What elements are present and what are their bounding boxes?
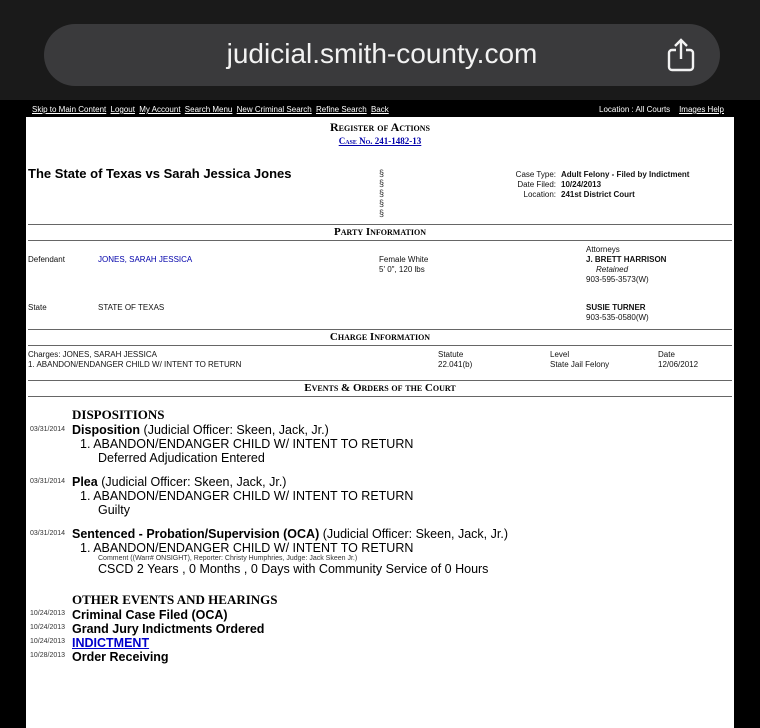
attorney-status: Retained [596,265,629,274]
dispositions-heading: DISPOSITIONS [72,407,165,422]
state-attorney-phone: 903-535-0580(W) [586,313,649,322]
event-charge: 1. ABANDON/ENDANGER CHILD W/ INTENT TO RETURN [80,437,414,451]
other-events-heading: OTHER EVENTS AND HEARINGS [72,592,278,607]
event-result: Guilty [98,503,130,517]
charges-label: Charges: JONES, SARAH JESSICA [28,350,157,359]
section-marks: § § § § § [379,168,385,218]
other-event-row: 10/24/2013 INDICTMENT [30,636,150,650]
nav-back[interactable]: Back [370,105,389,114]
defendant-name-link[interactable]: JONES, SARAH JESSICA [98,255,193,264]
browser-top-bar [0,0,760,100]
charge-info-heading: Charge Information [28,329,732,346]
other-event-row: 10/28/2013 Order Receiving [30,650,169,664]
defendant-attorney: J. BRETT HARRISON [586,255,667,264]
url-text[interactable]: judicial.smith-county.com [226,38,538,69]
address-bar[interactable] [44,24,720,86]
sentence-entry: 03/31/2014 Sentenced - Probation/Supervision (OCA) (Judicial Officer: Skeen, Jack, Jr.) 1. ABANDON/ENDANGER CHILD W/ INTENT TO RETURN Comment ((Warr# ONSIGHT), Reporter: Christy Humphries, Judge: Jack Skeen Jr.) CSCD 2 Years , 0 Months , 0 Days with Community Service of 0 Hours [26,527,734,576]
event-result: Deferred Adjudication Entered [98,451,265,465]
defendant-label: Defendant [28,255,65,264]
charges-section [26,346,734,380]
charge-statute: 22.041(b) [438,360,473,369]
statute-label: Statute [438,350,464,359]
event-title: Criminal Case Filed (OCA) [72,608,228,622]
defendant-desc1: Female White [379,255,429,264]
event-title: Order Receiving [72,650,169,664]
case-number-link[interactable]: Case No. 241-1482-13 [338,136,422,146]
event-date: 03/31/2014 [30,426,66,433]
event-title: Disposition [72,423,141,437]
web-page [26,102,734,728]
event-charge: 1. ABANDON/ENDANGER CHILD W/ INTENT TO RETURN [80,541,414,555]
events-heading: Events & Orders of the Court [28,380,732,397]
nav-new-criminal-search[interactable]: New Criminal Search [236,105,312,114]
party-info-heading: Party Information [28,224,732,241]
state-attorney: SUSIE TURNER [586,303,646,312]
defendant-desc2: 5' 0", 120 lbs [379,265,425,274]
event-date: 03/31/2014 [30,530,66,537]
nav-search-menu[interactable]: Search Menu [184,105,233,114]
case-meta: Case Type: Adult Felony - Filed by Indictment Date Filed: 10/24/2013 Location: 241st District Court [515,170,690,199]
charge-description: 1. ABANDON/ENDANGER CHILD W/ INTENT TO RETURN [28,360,242,369]
disposition-entry: 03/31/2014 Disposition (Judicial Officer: Skeen, Jack, Jr.) 1. ABANDON/ENDANGER CHILD W/ INTENT TO RETURN Deferred Adjudication Entered [26,423,734,465]
party-section [26,241,734,293]
event-title: Plea [72,475,98,489]
state-label: State [28,303,47,312]
event-title: Grand Jury Indictments Ordered [72,622,265,636]
case-header [26,146,734,224]
event-comment: Comment ((Warr# ONSIGHT), Reporter: Christy Humphries, Judge: Jack Skeen Jr.) [98,555,358,562]
charge-date: 12/06/2012 [658,360,699,369]
other-event-row: 10/24/2013 Grand Jury Indictments Ordered [30,622,265,636]
nav-location: Location : All Courts [599,105,671,114]
top-nav [26,102,734,117]
share-icon[interactable] [666,38,696,72]
event-date: 03/31/2014 [30,478,66,485]
event-result: CSCD 2 Years , 0 Months , 0 Days with Community Service of 0 Hours [98,562,489,576]
event-charge: 1. ABANDON/ENDANGER CHILD W/ INTENT TO RETURN [80,489,414,503]
state-section [26,293,734,329]
date-label: Date [658,350,675,359]
nav-images-help[interactable]: Images Help [679,105,724,114]
nav-skip-main[interactable]: Skip to Main Content [32,105,107,114]
defendant-attorney-phone: 903-595-3573(W) [586,275,649,284]
nav-my-account[interactable]: My Account [139,105,181,114]
state-name: STATE OF TEXAS [98,303,165,312]
case-location: 241st District Court [561,190,635,199]
other-event-row: 10/24/2013 Criminal Case Filed (OCA) [30,608,228,622]
date-filed: 10/24/2013 [561,180,602,189]
attorneys-label: Attorneys [586,245,620,254]
level-label: Level [550,350,570,359]
case-name: The State of Texas vs Sarah Jessica Jones [28,166,292,181]
nav-logout[interactable]: Logout [110,105,135,114]
event-title: Sentenced - Probation/Supervision (OCA) [72,527,320,541]
charge-level: State Jail Felony [550,360,610,369]
events-section [26,397,734,664]
plea-entry: 03/31/2014 Plea (Judicial Officer: Skeen, Jack, Jr.) 1. ABANDON/ENDANGER CHILD W/ INTENT TO RETURN Guilty [26,475,734,517]
nav-refine-search[interactable]: Refine Search [316,105,367,114]
register-title: Register of Actions [329,120,431,134]
case-type: Adult Felony - Filed by Indictment [561,170,690,179]
indictment-link[interactable]: INDICTMENT [72,636,150,650]
